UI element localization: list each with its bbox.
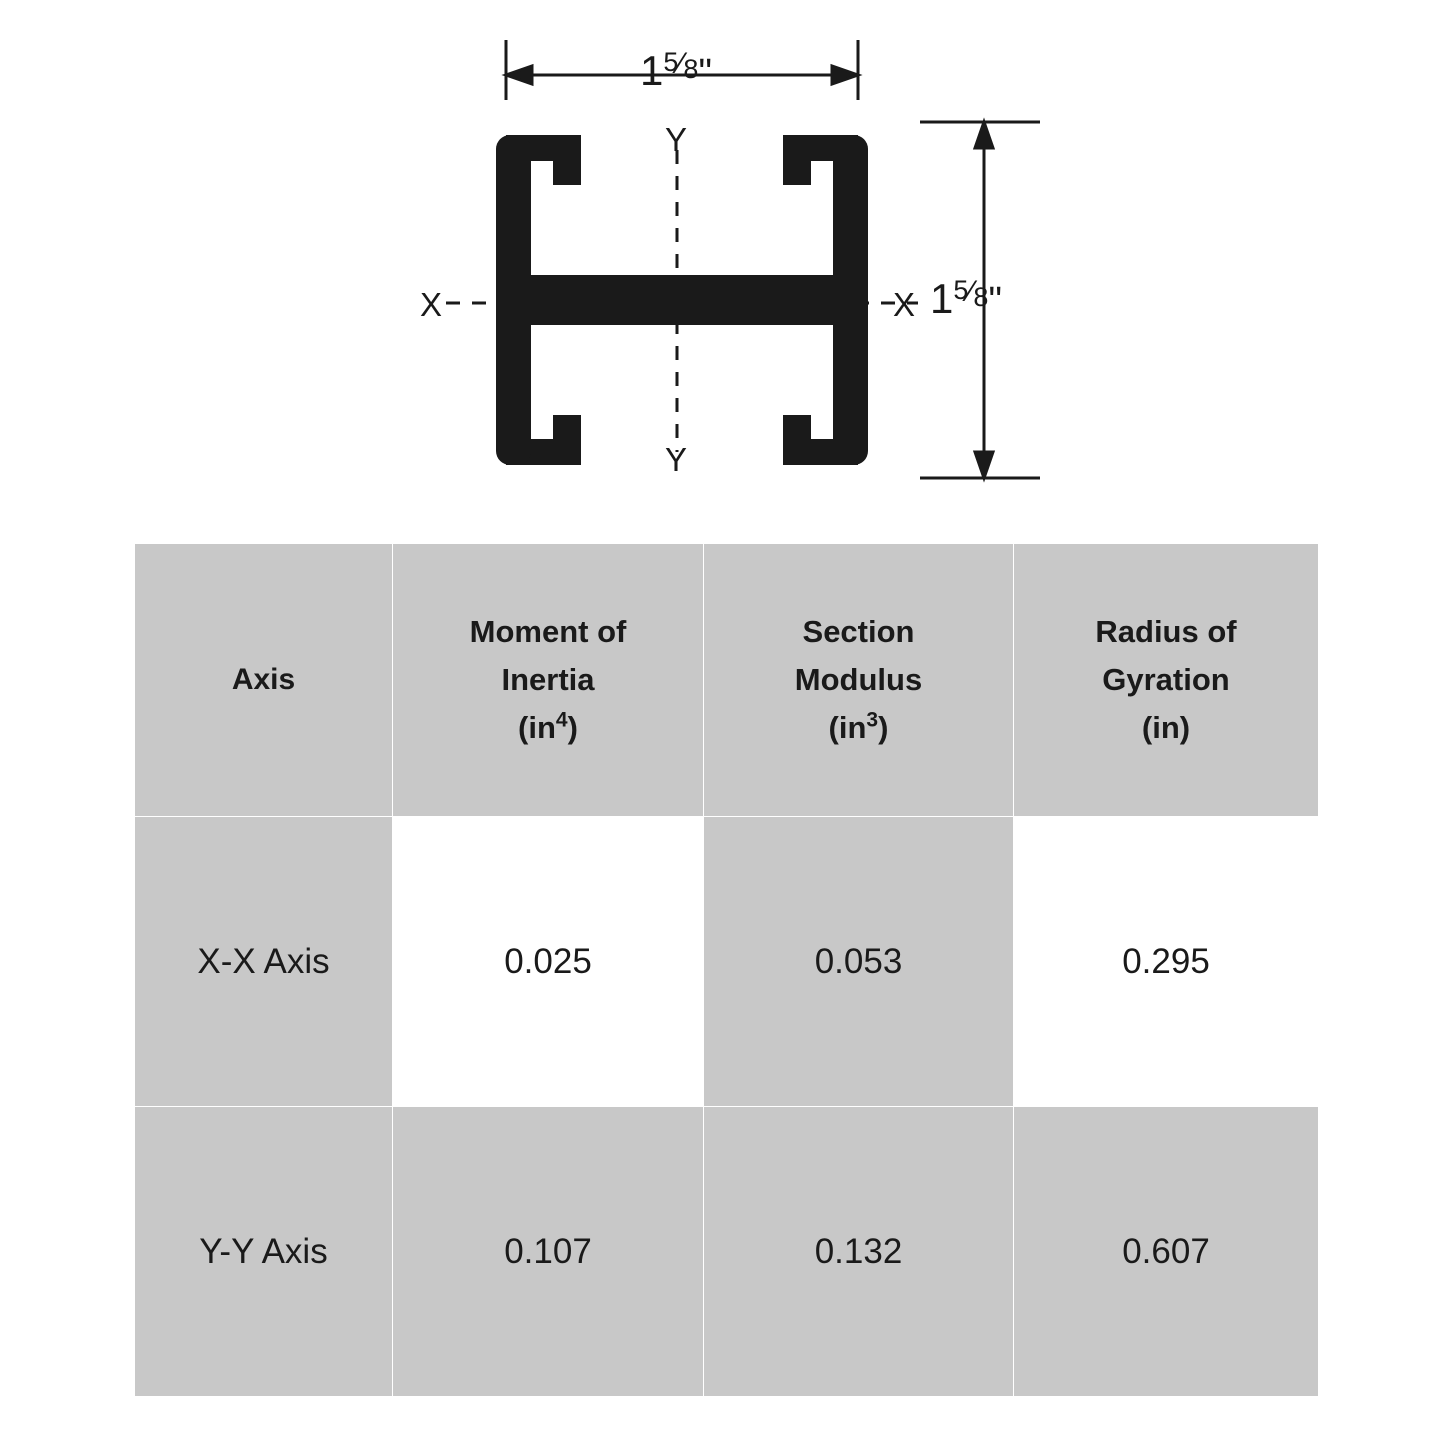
strut-profile-svg [0,0,1445,520]
table-row [135,817,1319,1107]
header-sm-line1: Section [802,613,915,649]
row-x-axis-label: X-X Axis [135,817,393,1107]
row-y-axis-label: Y-Y Axis [135,1107,393,1397]
y-axis-label-top: Y [665,121,688,158]
table-header-row [135,544,1319,817]
row-y-radius-of-gyration: 0.607 [1014,1107,1319,1397]
row-y-moment-of-inertia: 0.107 [393,1107,704,1397]
height-dimension-label: $1^{5⁄8}$" [930,275,1002,322]
section-properties-table [134,543,1319,1397]
row-x-section-modulus: 0.053 [704,817,1014,1107]
y-axis-label-bottom: Y [665,441,688,478]
channel-profile [496,135,868,465]
header-section-modulus [704,544,1014,817]
header-radius-of-gyration [1014,544,1319,817]
header-moi-line2: Inertia [501,661,595,697]
header-axis: Axis [135,544,393,817]
header-moi-line1: Moment of [469,613,627,649]
table-row [135,1107,1319,1397]
header-moment-of-inertia [393,544,704,817]
row-y-section-modulus: 0.132 [704,1107,1014,1397]
header-sm-units: $(in^3)$ [828,708,889,746]
cross-section-diagram [0,0,1445,520]
x-axis-label-left: X [420,286,443,323]
header-moi-units: $(in^4)$ [518,708,578,746]
header-sm-line2: Modulus [794,661,923,697]
x-axis-label-right: X [893,286,916,323]
row-x-radius-of-gyration: 0.295 [1014,817,1319,1107]
row-x-moment-of-inertia: 0.025 [393,817,704,1107]
header-rog-units: (in) [1141,710,1191,746]
width-dimension-label: $1^{5⁄8}$" [640,47,712,94]
header-rog-line2: Gyration [1102,661,1230,697]
header-rog-line1: Radius of [1095,613,1237,649]
